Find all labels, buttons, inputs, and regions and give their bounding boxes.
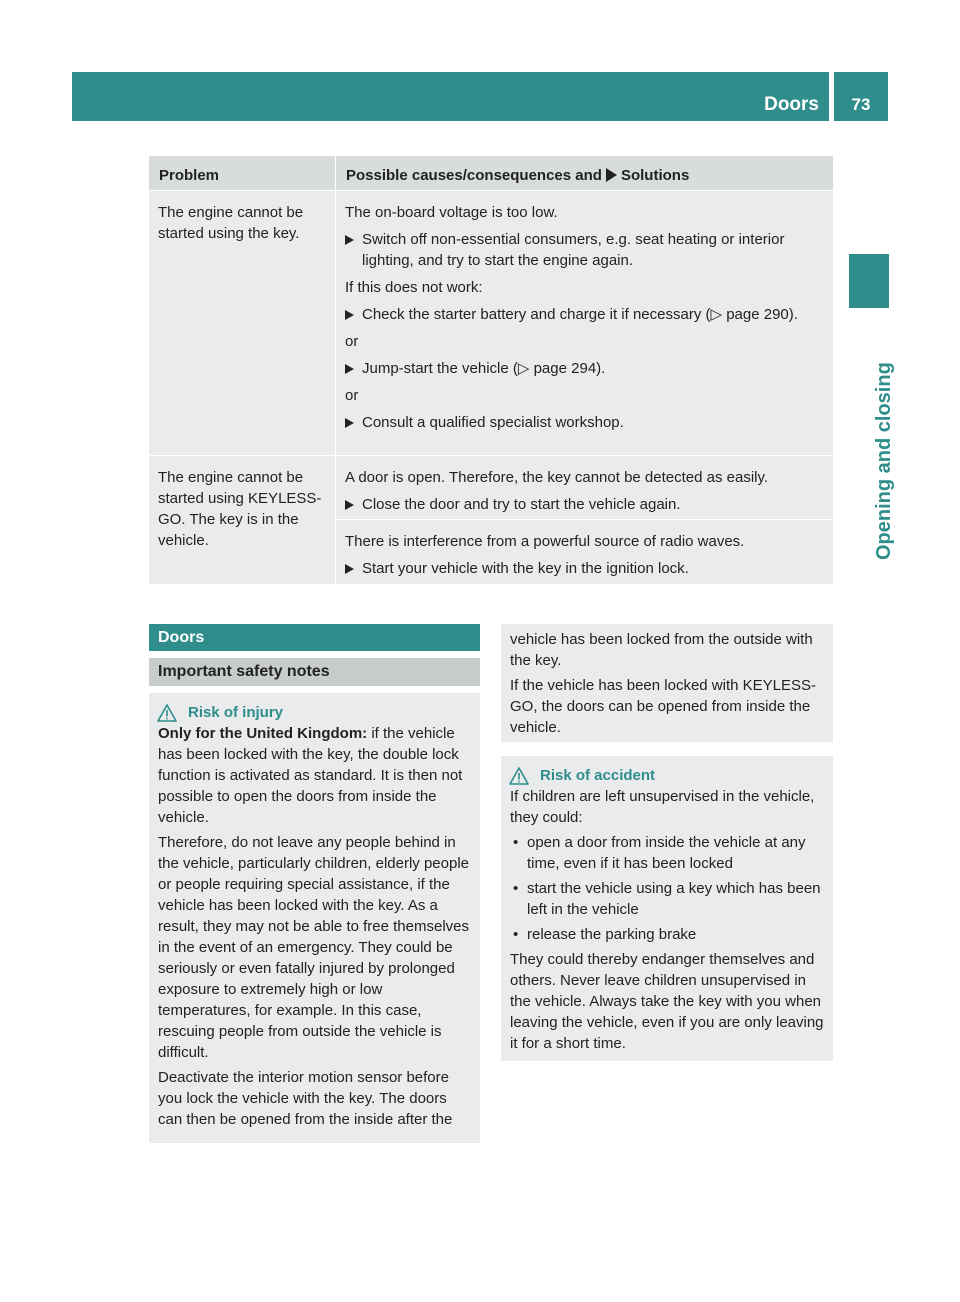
header-bar — [72, 72, 829, 121]
problem-text: The engine cannot be started using the key. — [158, 204, 304, 242]
solutions-header-label-pre: Possible causes/consequences and — [346, 167, 602, 184]
warning-title-row — [510, 765, 825, 786]
action-arrow-icon — [606, 168, 617, 182]
warning-paragraph: Deactivate the interior motion sensor before you lock the vehicle with the key. The doors can then be opened from the inside after the — [158, 1069, 453, 1128]
cause-text: A door is open. Therefore, the key cannot be detected as easily. — [345, 469, 769, 486]
page-number: 73 — [851, 95, 871, 114]
table-header-problem — [149, 156, 335, 190]
warning-title-row — [158, 702, 472, 723]
header-title: Doors — [764, 94, 819, 115]
page-number-box — [834, 72, 888, 121]
or-text: or — [345, 387, 359, 404]
cause-text: The on-board voltage is too low. — [345, 204, 558, 221]
table-row-2-solution-a — [336, 456, 833, 519]
warning-paragraph: vehicle has been locked from the outside with the key. — [510, 631, 813, 669]
problem-header-label: Problem — [159, 167, 220, 184]
step-item: Check the starter battery and charge it if necessary (▷ page 290). — [345, 304, 823, 325]
list-item: • start the vehicle using a key which has been left in the vehicle — [510, 878, 825, 920]
warning-intro: If children are left unsupervised in the vehicle, they could: — [510, 788, 815, 826]
step-item: Jump-start the vehicle (▷ page 294). — [345, 358, 823, 379]
list-item: • release the parking brake — [510, 924, 825, 945]
table-header-solutions — [336, 156, 833, 190]
warning-triangle-icon — [157, 704, 177, 722]
problem-text: The engine cannot be started using KEYLESS-GO. The key is in the vehicle. — [158, 469, 322, 549]
table-row-2-problem — [149, 456, 335, 584]
warning-title: Risk of injury — [188, 704, 284, 721]
warning-paragraph: If the vehicle has been locked with KEYLESS-GO, the doors can be opened from inside the vehicle. — [510, 677, 817, 736]
step-item: Switch off non-essential consumers, e.g. seat heating or interior lighting, and try to start the engine again. — [345, 229, 823, 271]
chapter-tab-marker — [849, 254, 889, 308]
uk-text: if the vehicle has been locked with the key, the double lock function is activated as standard. It is then not possible to open the doors from inside the vehicle. — [158, 725, 463, 826]
warning-box-injury — [149, 693, 480, 1143]
warning-paragraph: Therefore, do not leave any people behind in the vehicle, particularly children, elderly people or people requiring special assistance, if the vehicle has been locked with the key. As a result, they may not be able to free themselves in the event of an emergency. They could be seriously or even fatally injured by prolonged exposure to extremely high or low temperatures, for example. In this case, rescuing people from outside the vehicle is difficult. — [158, 834, 470, 1061]
section-title: Doors — [149, 624, 480, 651]
step-item: Start your vehicle with the key in the ignition lock. — [345, 558, 823, 579]
or-text: or — [345, 333, 359, 350]
list-item: • open a door from inside the vehicle at any time, even if it has been locked — [510, 832, 825, 874]
fallback-text: If this does not work: — [345, 279, 483, 296]
warning-title: Risk of accident — [540, 767, 656, 784]
chapter-label: Opening and closing — [873, 362, 895, 560]
warning-box-continuation — [501, 624, 833, 742]
table-row-2-solution-b — [336, 520, 833, 584]
warning-triangle-icon — [509, 767, 529, 785]
subsection-title: Important safety notes — [149, 658, 480, 686]
table-row-1-solution — [336, 191, 833, 455]
uk-label: Only for the United Kingdom: — [158, 725, 368, 742]
cause-text: There is interference from a powerful source of radio waves. — [345, 533, 745, 550]
step-item: Consult a qualified specialist workshop. — [345, 412, 823, 433]
warning-outro: They could thereby endanger themselves and others. Never leave children unsupervised in the vehicle. Always take the key with you when leaving the vehicle, even if you are only leaving it for a short time. — [510, 951, 824, 1052]
step-item: Close the door and try to start the vehicle again. — [345, 494, 823, 515]
warning-box-accident — [501, 756, 833, 1061]
solutions-header-label-post: Solutions — [620, 167, 690, 184]
table-row-1-problem — [149, 191, 335, 455]
